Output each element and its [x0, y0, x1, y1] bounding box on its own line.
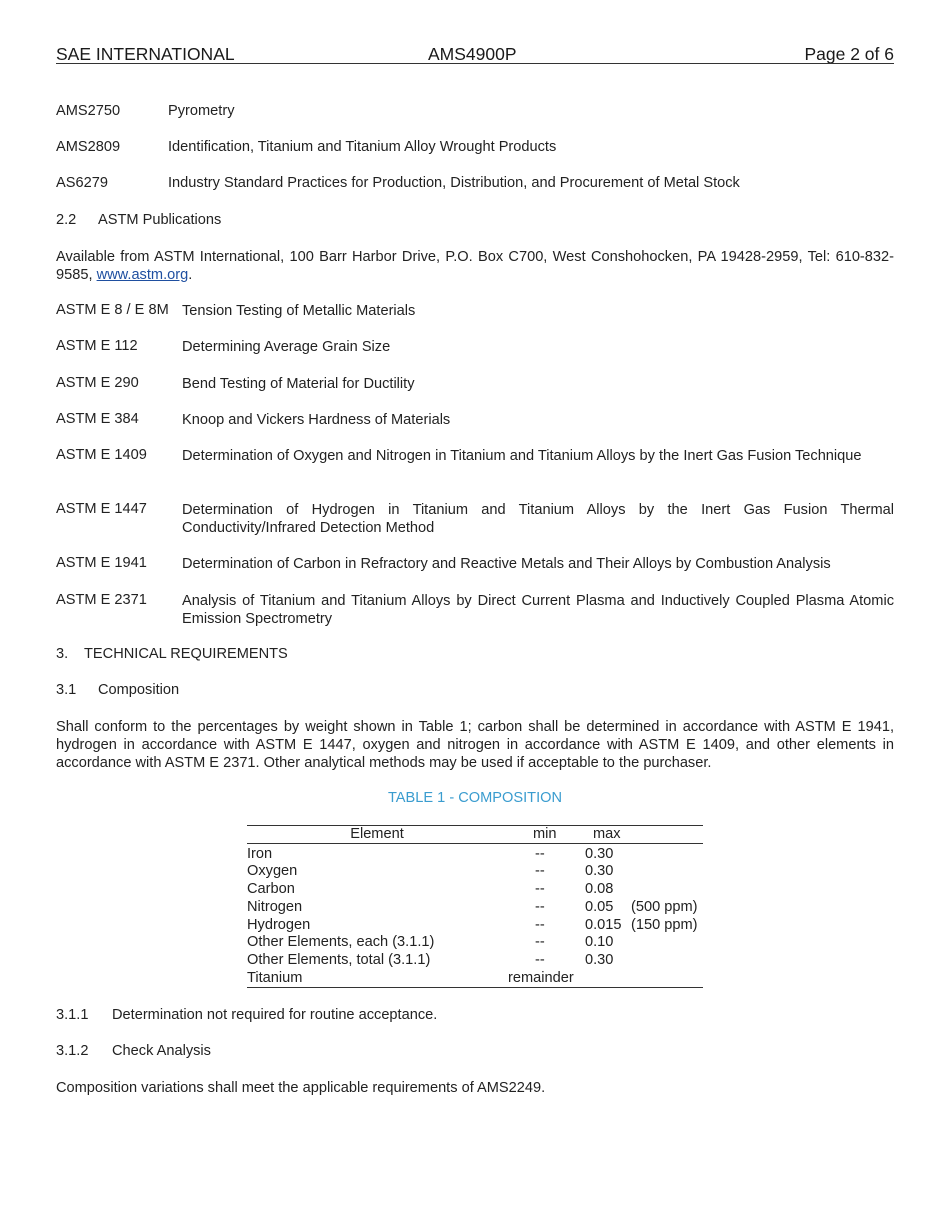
astm-website-link[interactable]: www.astm.org — [96, 267, 189, 283]
check-analysis-paragraph: Composition variations shall meet the applicable requirements of AMS2249. — [56, 1080, 546, 1096]
ref-title: Pyrometry — [168, 103, 235, 119]
table-cell-element: Nitrogen — [247, 899, 303, 915]
table-cell-element: Hydrogen — [247, 917, 311, 933]
table-cell-element: Titanium — [247, 970, 303, 986]
table-cell-element: Carbon — [247, 881, 295, 897]
table-cell-element: Other Elements, total (3.1.1) — [247, 952, 431, 968]
table-cell-min: -- — [535, 863, 545, 879]
availability-text: Available from ASTM International, 100 Barr Harbor Drive, P.O. Box C700, West Conshohocken, PA 19428-2959, Tel: 610-832-9585, — [56, 249, 894, 283]
astm-availability-paragraph — [56, 248, 894, 284]
table-cell-max: 0.05 — [585, 899, 614, 915]
ref-code: AS6279 — [56, 175, 108, 191]
section-heading: Composition — [98, 682, 180, 698]
ref-code: ASTM E 1409 — [56, 447, 147, 463]
ref-code: ASTM E 384 — [56, 411, 139, 427]
ref-code: ASTM E 8 / E 8M — [56, 302, 169, 318]
table-cell-min: -- — [535, 917, 545, 933]
table-cell-note: (500 ppm) — [631, 899, 698, 915]
column-header-min: min — [533, 826, 557, 842]
table-bottom-rule — [247, 987, 703, 988]
ref-title: Industry Standard Practices for Production, Distribution, and Procurement of Metal Stock — [168, 175, 740, 191]
table-cell-min: -- — [535, 846, 545, 862]
ref-code: ASTM E 290 — [56, 375, 139, 391]
table-cell-min: -- — [535, 952, 545, 968]
section-number: 2.2 — [56, 212, 77, 228]
section-heading: ASTM Publications — [98, 212, 222, 228]
ref-title: Determining Average Grain Size — [182, 339, 391, 355]
table-cell-element: Oxygen — [247, 863, 298, 879]
availability-end: . — [188, 267, 193, 283]
section-number: 3.1.1 — [56, 1007, 89, 1023]
section-number: 3.1 — [56, 682, 77, 698]
ref-code: ASTM E 2371 — [56, 592, 147, 608]
table-cell-min: -- — [535, 899, 545, 915]
ref-title: Determination of Hydrogen in Titanium and Titanium Alloys by the Inert Gas Fusion Thermal Conductivity/Infrared Detection Method — [182, 502, 894, 536]
header-doc-id: AMS4900P — [428, 44, 517, 64]
table-cell-max: 0.30 — [585, 846, 614, 862]
header-rule — [56, 63, 894, 64]
table-cell-element: Other Elements, each (3.1.1) — [247, 934, 435, 950]
section-number: 3.1.2 — [56, 1043, 89, 1059]
header-page-number: Page 2 of 6 — [804, 44, 894, 64]
table-caption: TABLE 1 - COMPOSITION — [387, 790, 563, 806]
table-cell-max: 0.30 — [585, 952, 614, 968]
ref-code: ASTM E 112 — [56, 338, 138, 354]
table-cell-max: 0.015 — [585, 917, 622, 933]
ref-code: ASTM E 1447 — [56, 501, 147, 517]
table-cell-max: 0.30 — [585, 863, 614, 879]
column-header-element: Element — [350, 826, 404, 842]
table-header-rule — [247, 843, 703, 844]
ref-title: Analysis of Titanium and Titanium Alloys by Direct Current Plasma and Inductively Coupled Plasma Atomic Emission Spectrometry — [182, 593, 894, 627]
ref-title: Tension Testing of Metallic Materials — [182, 303, 416, 319]
table-cell-max: 0.08 — [585, 881, 614, 897]
ref-title: Knoop and Vickers Hardness of Materials — [182, 412, 451, 428]
ref-title: Determination of Oxygen and Nitrogen in Titanium and Titanium Alloys by the Inert Gas Fusion Technique — [182, 448, 862, 464]
ref-title: Identification, Titanium and Titanium Alloy Wrought Products — [168, 139, 557, 155]
column-header-max: max — [593, 826, 621, 842]
ref-code: AMS2809 — [56, 139, 121, 155]
header-org: SAE INTERNATIONAL — [56, 44, 235, 64]
section-heading: Check Analysis — [112, 1043, 211, 1059]
table-cell-min: -- — [535, 881, 545, 897]
ref-code: ASTM E 1941 — [56, 555, 147, 571]
table-cell-element: Iron — [247, 846, 273, 862]
ref-code: AMS2750 — [56, 103, 121, 119]
table-cell-min: -- — [535, 934, 545, 950]
table-cell-note: (150 ppm) — [631, 917, 698, 933]
composition-paragraph: Shall conform to the percentages by weight shown in Table 1; carbon shall be determined in accordance with ASTM E 1941, hydrogen in accordance with ASTM E 1447, oxygen and nitrogen in accordance with ASTM E 1409, and other elements in accordance with ASTM E 2371. Other analytical methods may be used if acceptable to the purchaser. — [56, 719, 894, 771]
section-heading: TECHNICAL REQUIREMENTS — [84, 646, 288, 662]
section-number: 3. — [56, 646, 69, 662]
table-cell-max: 0.10 — [585, 934, 614, 950]
ref-title: Bend Testing of Material for Ductility — [182, 376, 415, 392]
table-cell-min: remainder — [508, 970, 574, 986]
section-text: Determination not required for routine acceptance. — [112, 1007, 438, 1023]
ref-title: Determination of Carbon in Refractory and Reactive Metals and Their Alloys by Combustion Analysis — [182, 556, 831, 572]
